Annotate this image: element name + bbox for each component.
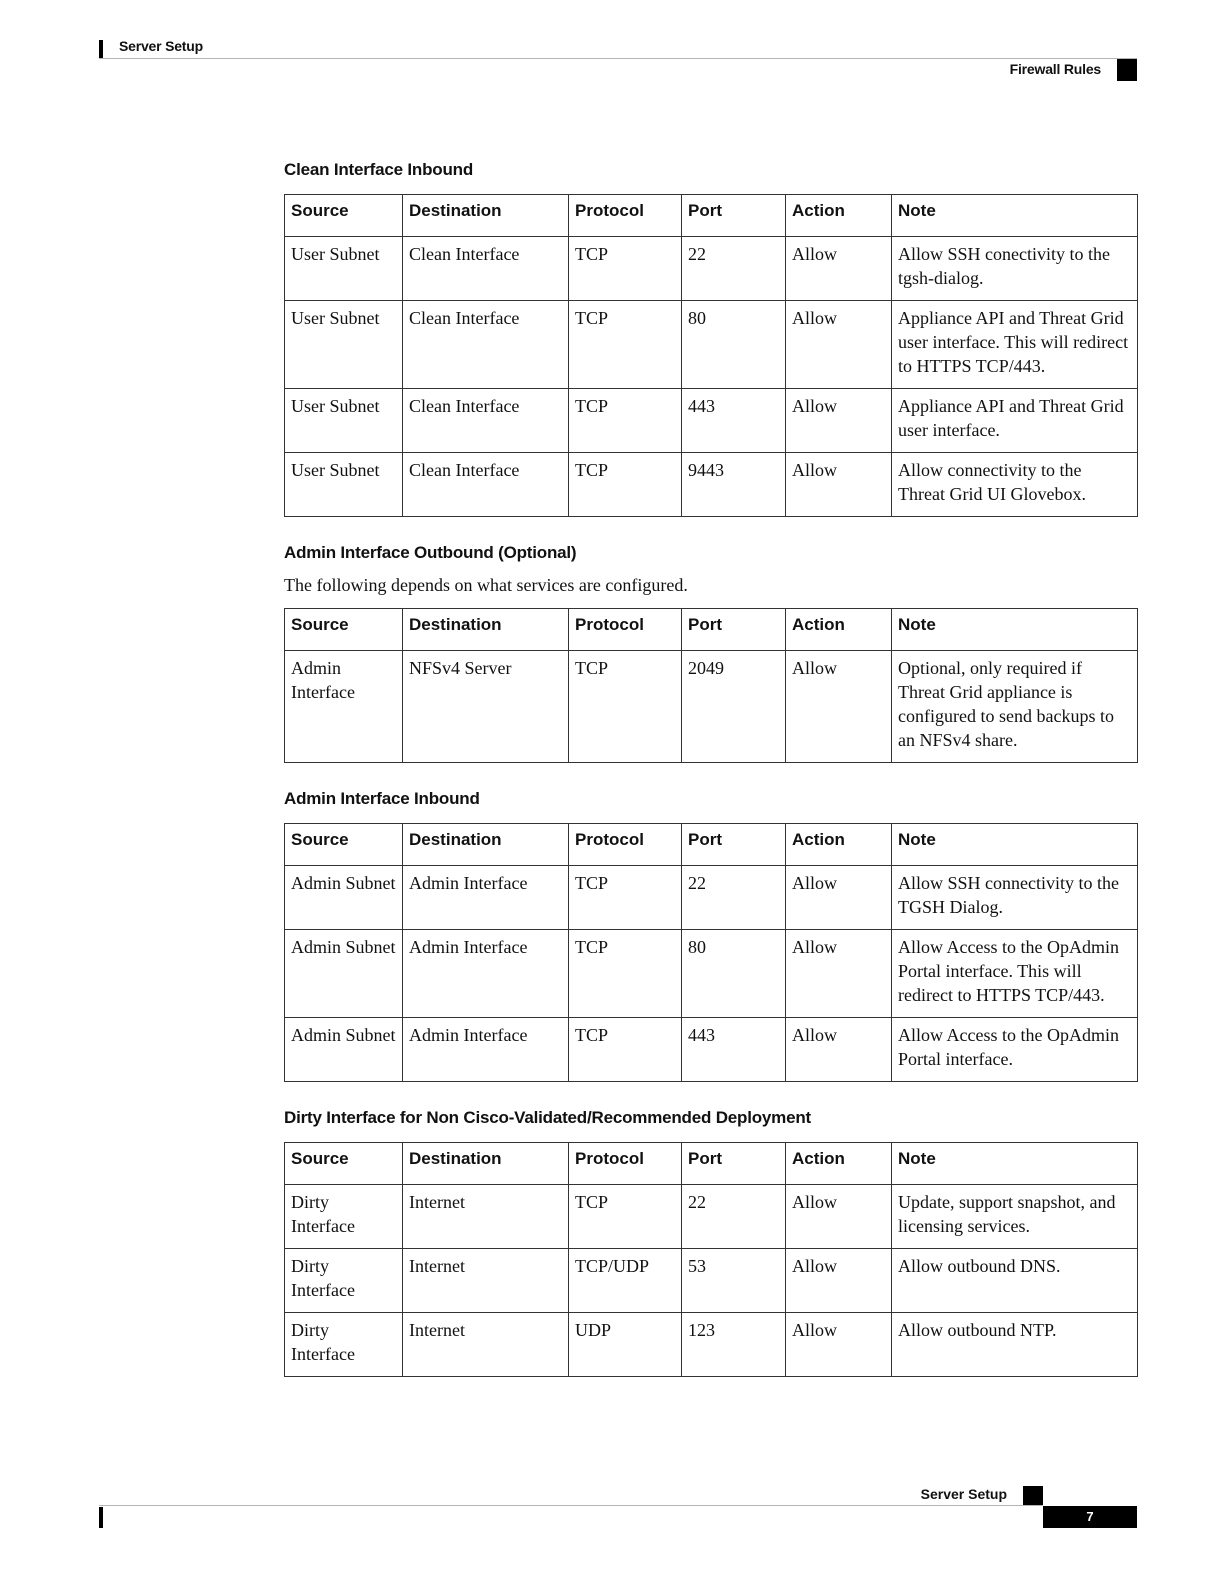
header-rule xyxy=(99,58,1137,59)
cell-note: Allow SSH connectivity to the TGSH Dialog. xyxy=(892,866,1138,930)
cell-destination: Clean Interface xyxy=(403,237,569,301)
column-header-source: Source xyxy=(285,824,403,866)
cell-source: Admin Interface xyxy=(285,651,403,763)
cell-protocol: TCP xyxy=(569,651,682,763)
column-header-destination: Destination xyxy=(403,195,569,237)
cell-protocol: TCP/UDP xyxy=(569,1249,682,1313)
cell-port: 80 xyxy=(682,930,786,1018)
table-header-row xyxy=(285,195,1138,237)
table-row xyxy=(285,866,1138,930)
section-intro-text: The following depends on what services are configured. xyxy=(284,575,688,595)
section-title-clean-inbound: Clean Interface Inbound xyxy=(284,160,474,179)
running-header-section: Firewall Rules xyxy=(1009,61,1101,77)
column-header-destination: Destination xyxy=(403,1143,569,1185)
column-header-action: Action xyxy=(786,609,892,651)
header-right-marker xyxy=(1117,59,1137,81)
cell-note: Allow connectivity to the Threat Grid UI Glovebox. xyxy=(892,453,1138,517)
cell-protocol: TCP xyxy=(569,866,682,930)
table-row xyxy=(285,1249,1138,1313)
cell-destination: Internet xyxy=(403,1185,569,1249)
column-header-port: Port xyxy=(682,195,786,237)
cell-source: Dirty Interface xyxy=(285,1313,403,1377)
table-dirty-interface xyxy=(284,1142,1138,1377)
cell-protocol: TCP xyxy=(569,389,682,453)
table-clean-inbound xyxy=(284,194,1138,517)
column-header-protocol: Protocol xyxy=(569,824,682,866)
table-row xyxy=(285,1018,1138,1082)
cell-protocol: TCP xyxy=(569,1185,682,1249)
column-header-port: Port xyxy=(682,609,786,651)
table-row xyxy=(285,301,1138,389)
cell-source: Admin Subnet xyxy=(285,866,403,930)
column-header-note: Note xyxy=(892,195,1138,237)
cell-source: User Subnet xyxy=(285,301,403,389)
cell-note: Appliance API and Threat Grid user interface. xyxy=(892,389,1138,453)
cell-note: Allow outbound NTP. xyxy=(892,1313,1138,1377)
cell-source: Admin Subnet xyxy=(285,930,403,1018)
cell-action: Allow xyxy=(786,453,892,517)
table-header-row xyxy=(285,609,1138,651)
cell-destination: Admin Interface xyxy=(403,930,569,1018)
cell-action: Allow xyxy=(786,866,892,930)
cell-destination: Clean Interface xyxy=(403,301,569,389)
footer-rule xyxy=(99,1505,1043,1506)
cell-port: 123 xyxy=(682,1313,786,1377)
cell-port: 2049 xyxy=(682,651,786,763)
cell-source: Dirty Interface xyxy=(285,1249,403,1313)
cell-source: User Subnet xyxy=(285,389,403,453)
column-header-protocol: Protocol xyxy=(569,195,682,237)
table-row xyxy=(285,389,1138,453)
cell-destination: NFSv4 Server xyxy=(403,651,569,763)
cell-note: Allow outbound DNS. xyxy=(892,1249,1138,1313)
table-row xyxy=(285,1313,1138,1377)
cell-note: Allow SSH conectivity to the tgsh-dialog. xyxy=(892,237,1138,301)
cell-port: 22 xyxy=(682,866,786,930)
column-header-destination: Destination xyxy=(403,824,569,866)
cell-port: 443 xyxy=(682,389,786,453)
cell-note: Optional, only required if Threat Grid appliance is configured to send backups to an NFSv4 share. xyxy=(892,651,1138,763)
table-row xyxy=(285,1185,1138,1249)
cell-source: Admin Subnet xyxy=(285,1018,403,1082)
column-header-note: Note xyxy=(892,1143,1138,1185)
cell-destination: Internet xyxy=(403,1313,569,1377)
page-number: 7 xyxy=(1043,1506,1137,1528)
cell-protocol: UDP xyxy=(569,1313,682,1377)
column-header-port: Port xyxy=(682,824,786,866)
table-header-row xyxy=(285,1143,1138,1185)
table-row xyxy=(285,930,1138,1018)
running-header-chapter: Server Setup xyxy=(119,38,203,54)
cell-action: Allow xyxy=(786,237,892,301)
column-header-source: Source xyxy=(285,609,403,651)
cell-port: 443 xyxy=(682,1018,786,1082)
cell-port: 22 xyxy=(682,1185,786,1249)
table-header-row xyxy=(285,824,1138,866)
cell-note: Allow Access to the OpAdmin Portal interface. This will redirect to HTTPS TCP/443. xyxy=(892,930,1138,1018)
column-header-action: Action xyxy=(786,195,892,237)
cell-action: Allow xyxy=(786,1185,892,1249)
cell-destination: Admin Interface xyxy=(403,1018,569,1082)
column-header-port: Port xyxy=(682,1143,786,1185)
header-left-marker xyxy=(99,40,103,58)
column-header-action: Action xyxy=(786,1143,892,1185)
column-header-destination: Destination xyxy=(403,609,569,651)
cell-port: 22 xyxy=(682,237,786,301)
cell-source: User Subnet xyxy=(285,453,403,517)
table-row xyxy=(285,237,1138,301)
cell-port: 9443 xyxy=(682,453,786,517)
cell-action: Allow xyxy=(786,1018,892,1082)
column-header-source: Source xyxy=(285,1143,403,1185)
cell-destination: Internet xyxy=(403,1249,569,1313)
cell-protocol: TCP xyxy=(569,237,682,301)
cell-note: Appliance API and Threat Grid user interface. This will redirect to HTTPS TCP/443. xyxy=(892,301,1138,389)
cell-source: Dirty Interface xyxy=(285,1185,403,1249)
cell-action: Allow xyxy=(786,1249,892,1313)
column-header-protocol: Protocol xyxy=(569,609,682,651)
footer-left-marker xyxy=(99,1507,103,1528)
cell-source: User Subnet xyxy=(285,237,403,301)
table-admin-outbound xyxy=(284,608,1138,763)
section-title-dirty-interface: Dirty Interface for Non Cisco-Validated/Recommended Deployment xyxy=(284,1108,811,1127)
footer-marker xyxy=(1023,1486,1043,1506)
cell-action: Allow xyxy=(786,930,892,1018)
running-footer-chapter: Server Setup xyxy=(920,1486,1007,1502)
cell-port: 80 xyxy=(682,301,786,389)
table-row xyxy=(285,651,1138,763)
section-title-admin-inbound: Admin Interface Inbound xyxy=(284,789,480,808)
column-header-note: Note xyxy=(892,824,1138,866)
column-header-source: Source xyxy=(285,195,403,237)
column-header-protocol: Protocol xyxy=(569,1143,682,1185)
table-row xyxy=(285,453,1138,517)
section-title-admin-outbound: Admin Interface Outbound (Optional) xyxy=(284,543,577,562)
cell-note: Update, support snapshot, and licensing services. xyxy=(892,1185,1138,1249)
table-admin-inbound xyxy=(284,823,1138,1082)
cell-action: Allow xyxy=(786,389,892,453)
cell-note: Allow Access to the OpAdmin Portal interface. xyxy=(892,1018,1138,1082)
cell-port: 53 xyxy=(682,1249,786,1313)
cell-protocol: TCP xyxy=(569,930,682,1018)
cell-protocol: TCP xyxy=(569,453,682,517)
cell-protocol: TCP xyxy=(569,1018,682,1082)
cell-action: Allow xyxy=(786,651,892,763)
column-header-note: Note xyxy=(892,609,1138,651)
page-content xyxy=(284,160,1137,1377)
column-header-action: Action xyxy=(786,824,892,866)
cell-destination: Clean Interface xyxy=(403,453,569,517)
cell-destination: Clean Interface xyxy=(403,389,569,453)
cell-action: Allow xyxy=(786,1313,892,1377)
cell-protocol: TCP xyxy=(569,301,682,389)
cell-destination: Admin Interface xyxy=(403,866,569,930)
cell-action: Allow xyxy=(786,301,892,389)
